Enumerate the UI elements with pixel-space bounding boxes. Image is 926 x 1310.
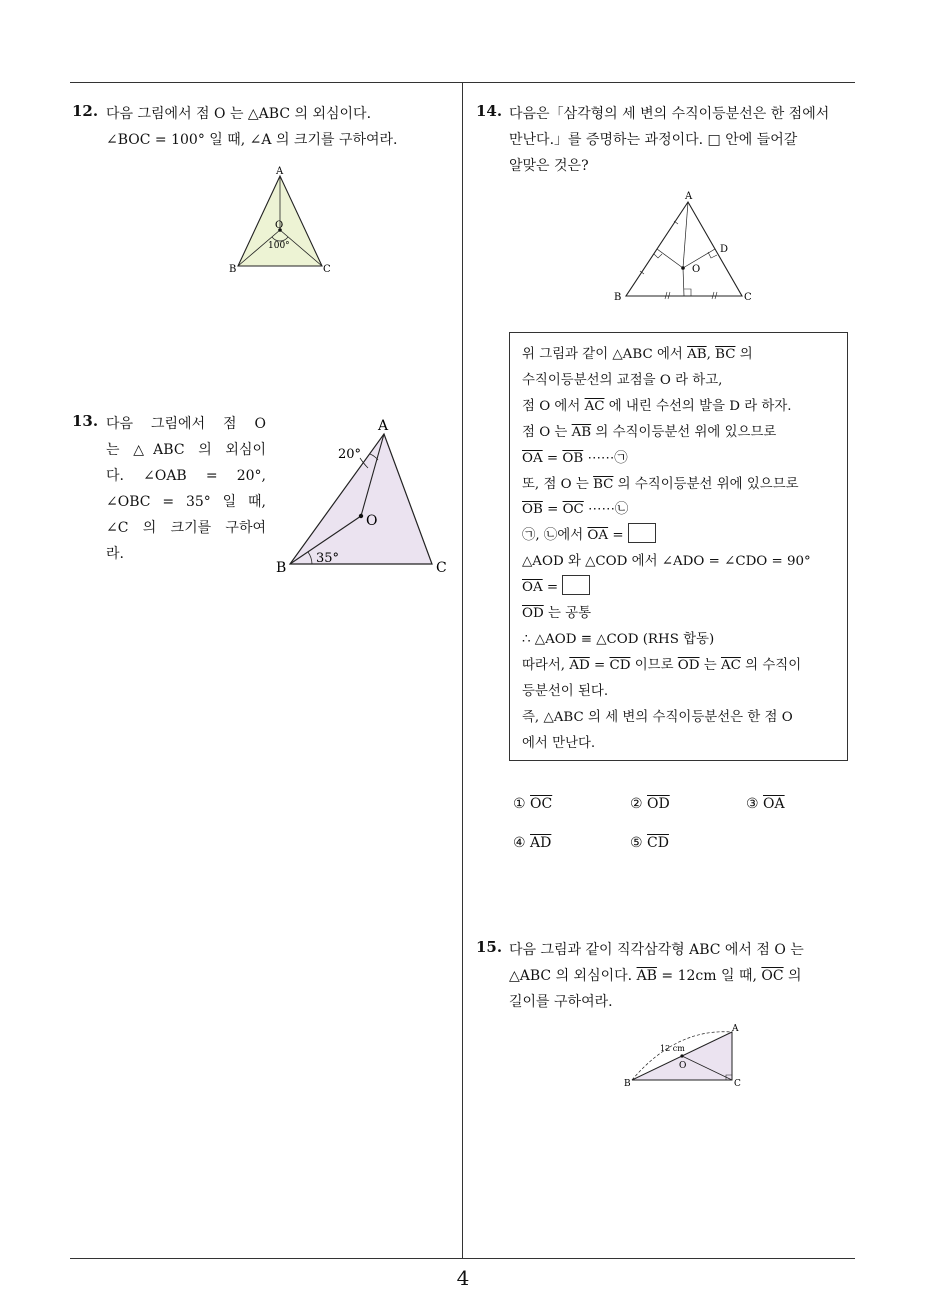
proof-text: ⋯⋯㉠ <box>583 450 628 466</box>
seg-ab: $\overline{AB}$ <box>571 424 592 440</box>
proof-line <box>522 394 835 420</box>
q12-label-b: B <box>229 264 237 275</box>
choice-2[interactable] <box>630 796 670 812</box>
q13-figure <box>272 412 452 582</box>
proof-text: 점 O 는 <box>522 424 572 440</box>
q12-label-a: A <box>276 166 284 177</box>
q15-text-part: 의 <box>783 968 802 984</box>
proof-line: 즉, △ABC 의 세 변의 수직이등분선은 한 점 O <box>522 709 793 725</box>
seg-ab: $\overline{AB}$ <box>687 347 707 362</box>
proof-text: = <box>608 528 628 544</box>
q12-line: ∠BOC = 100° 일 때, ∠A 의 크기를 구하여라. <box>106 132 398 148</box>
proof-line: 수직이등분선의 교점을 O 라 하고, <box>522 372 723 388</box>
q12-label-o: O <box>275 220 284 231</box>
q13-label-o: O <box>366 513 378 529</box>
q12-label-c: C <box>323 264 331 275</box>
q13-line: 다음 그림에서 점 O <box>106 416 266 432</box>
q14-label-o: O <box>692 264 701 275</box>
q14-line: 다음은「삼각형의 세 변의 수직이등분선은 한 점에서 <box>509 106 830 122</box>
q15-line: 다음 그림과 같이 직각삼각형 ABC 에서 점 O 는 <box>509 942 804 958</box>
proof-text: 의 수직이등분선 위에 있으므로 <box>591 424 777 440</box>
q13-label-a: A <box>378 418 389 434</box>
choice-1[interactable] <box>513 796 552 812</box>
choice-3[interactable] <box>746 796 785 812</box>
choice-num: ③ <box>746 796 759 812</box>
seg-od: $\overline{OD}$ <box>677 657 700 673</box>
choice-5[interactable] <box>630 835 669 851</box>
proof-line: 등분선이 된다. <box>522 683 609 699</box>
q15-label-o: O <box>679 1061 687 1071</box>
q14-label-b: B <box>614 292 622 303</box>
proof-text: 는 <box>699 657 721 673</box>
seg-oa: $\overline{OA}$ <box>522 580 543 596</box>
q14-label-d: D <box>720 244 729 255</box>
q15-label-c: C <box>734 1079 741 1089</box>
choice-value: $\overline{CD}$ <box>647 835 669 851</box>
proof-line <box>522 523 835 549</box>
choice-num: ⑤ <box>630 835 643 851</box>
q12-number: 12. <box>72 102 99 120</box>
seg-bc: $\overline{BC}$ <box>715 347 736 362</box>
q13-line: 라. <box>106 546 124 562</box>
proof-text: 의 <box>735 347 753 362</box>
q12-label-angle: 100° <box>268 241 290 251</box>
proof-text: = <box>542 580 563 596</box>
proof-text: 에 내린 수선의 발을 D 라 하자. <box>604 398 792 414</box>
page-number: 4 <box>456 1266 470 1290</box>
proof-line <box>522 575 835 601</box>
seg-ac: $\overline{AC}$ <box>584 398 605 414</box>
choice-num: ② <box>630 796 643 812</box>
seg-oa: $\overline{OA}$ <box>522 450 543 466</box>
choice-value: $\overline{OC}$ <box>530 796 553 812</box>
seg-oc: $\overline{OC}$ <box>562 502 584 518</box>
q15-label-a: A <box>732 1024 739 1034</box>
proof-line: ∴ △AOD ≡ △COD (RHS 합동) <box>522 631 715 647</box>
choice-num: ④ <box>513 835 526 851</box>
q12-line: 다음 그림에서 점 O 는 △ABC 의 외심이다. <box>106 106 372 122</box>
proof-line <box>522 420 835 446</box>
bottom-rule <box>70 1258 855 1259</box>
proof-text: 의 수직이등분선 위에 있으므로 <box>613 476 799 492</box>
q13-label-angle-a: 20° <box>338 447 362 462</box>
q14-label-a: A <box>685 191 693 202</box>
proof-line <box>522 601 835 627</box>
proof-text: 점 O 에서 <box>522 398 585 414</box>
q13-line: 다. ∠OAB = 20°, <box>106 468 266 484</box>
choice-value: $\overline{AD}$ <box>530 835 552 851</box>
q15-line <box>509 963 804 989</box>
q13-line: ∠OBC = 35° 일 때, <box>106 494 266 510</box>
seg-ad: $\overline{AD}$ <box>569 657 590 673</box>
q15-text-part: △ABC 의 외심이다. <box>509 968 637 984</box>
q13-text <box>106 411 266 567</box>
answer-blank <box>562 575 590 595</box>
q13-label-c: C <box>436 560 447 576</box>
seg-ab: $\overline{AB}$ <box>636 968 657 984</box>
proof-text: = <box>589 657 610 673</box>
choice-value: $\overline{OA}$ <box>763 796 785 812</box>
choice-value: $\overline{OD}$ <box>647 796 670 812</box>
choice-num: ① <box>513 796 526 812</box>
seg-ob: $\overline{OB}$ <box>562 450 584 466</box>
proof-text: = <box>542 450 563 466</box>
proof-text: 의 수직이 <box>740 657 802 673</box>
q14-line: 알맞은 것은? <box>509 158 589 174</box>
q13-number: 13. <box>72 412 99 430</box>
column-divider <box>462 83 463 1259</box>
choice-4[interactable] <box>513 835 551 851</box>
q14-figure <box>610 188 760 306</box>
q13-label-angle-b: 35° <box>316 551 340 566</box>
proof-line: 에서 만난다. <box>522 735 596 751</box>
proof-text: 위 그림과 같이 △ABC 에서 <box>522 347 688 362</box>
proof-line <box>522 497 835 523</box>
q15-figure <box>618 1020 748 1092</box>
seg-bc: $\overline{BC}$ <box>593 476 614 492</box>
q12-figure <box>222 162 342 278</box>
q14-label-c: C <box>744 292 752 303</box>
proof-text: ㉠, ㉡에서 <box>522 528 588 544</box>
proof-line <box>522 472 835 498</box>
q15-number: 15. <box>476 938 503 956</box>
q15-line: 길이를 구하여라. <box>509 994 613 1010</box>
q15-label-b: B <box>624 1079 631 1089</box>
seg-ob: $\overline{OB}$ <box>522 502 543 518</box>
q13-line: 는 △ABC 의 외심이 <box>106 442 266 458</box>
proof-text: 따라서, <box>522 657 570 673</box>
q12-text <box>106 101 398 153</box>
proof-line <box>522 446 835 472</box>
seg-cd: $\overline{CD}$ <box>609 657 631 673</box>
proof-line: △AOD 와 △COD 에서 ∠ADO = ∠CDO = 90° <box>522 554 811 570</box>
q13-label-b: B <box>276 560 287 576</box>
q15-label-length: 12 cm <box>660 1044 685 1053</box>
proof-text: , <box>706 347 716 362</box>
seg-oc: $\overline{OC}$ <box>761 968 784 984</box>
q14-number: 14. <box>476 102 503 120</box>
proof-text: 이므로 <box>630 657 678 673</box>
q15-text <box>509 937 804 1015</box>
q13-line: ∠C 의 크기를 구하여 <box>106 520 266 536</box>
proof-text: ⋯⋯㉡ <box>583 502 629 518</box>
seg-od: $\overline{OD}$ <box>522 606 544 622</box>
q15-text-part: = 12cm 일 때, <box>656 968 762 984</box>
proof-text: 또, 점 O 는 <box>522 476 594 492</box>
seg-ac: $\overline{AC}$ <box>720 657 741 673</box>
q14-proof-box <box>509 332 848 761</box>
q14-text <box>509 101 829 179</box>
proof-text: = <box>542 502 563 518</box>
proof-line <box>522 342 835 368</box>
seg-oa: $\overline{OA}$ <box>587 528 609 544</box>
proof-text: 는 공통 <box>543 606 592 622</box>
q14-line: 만난다.」를 증명하는 과정이다. □ 안에 들어갈 <box>509 132 798 148</box>
proof-line <box>522 653 835 679</box>
answer-blank <box>628 523 656 543</box>
